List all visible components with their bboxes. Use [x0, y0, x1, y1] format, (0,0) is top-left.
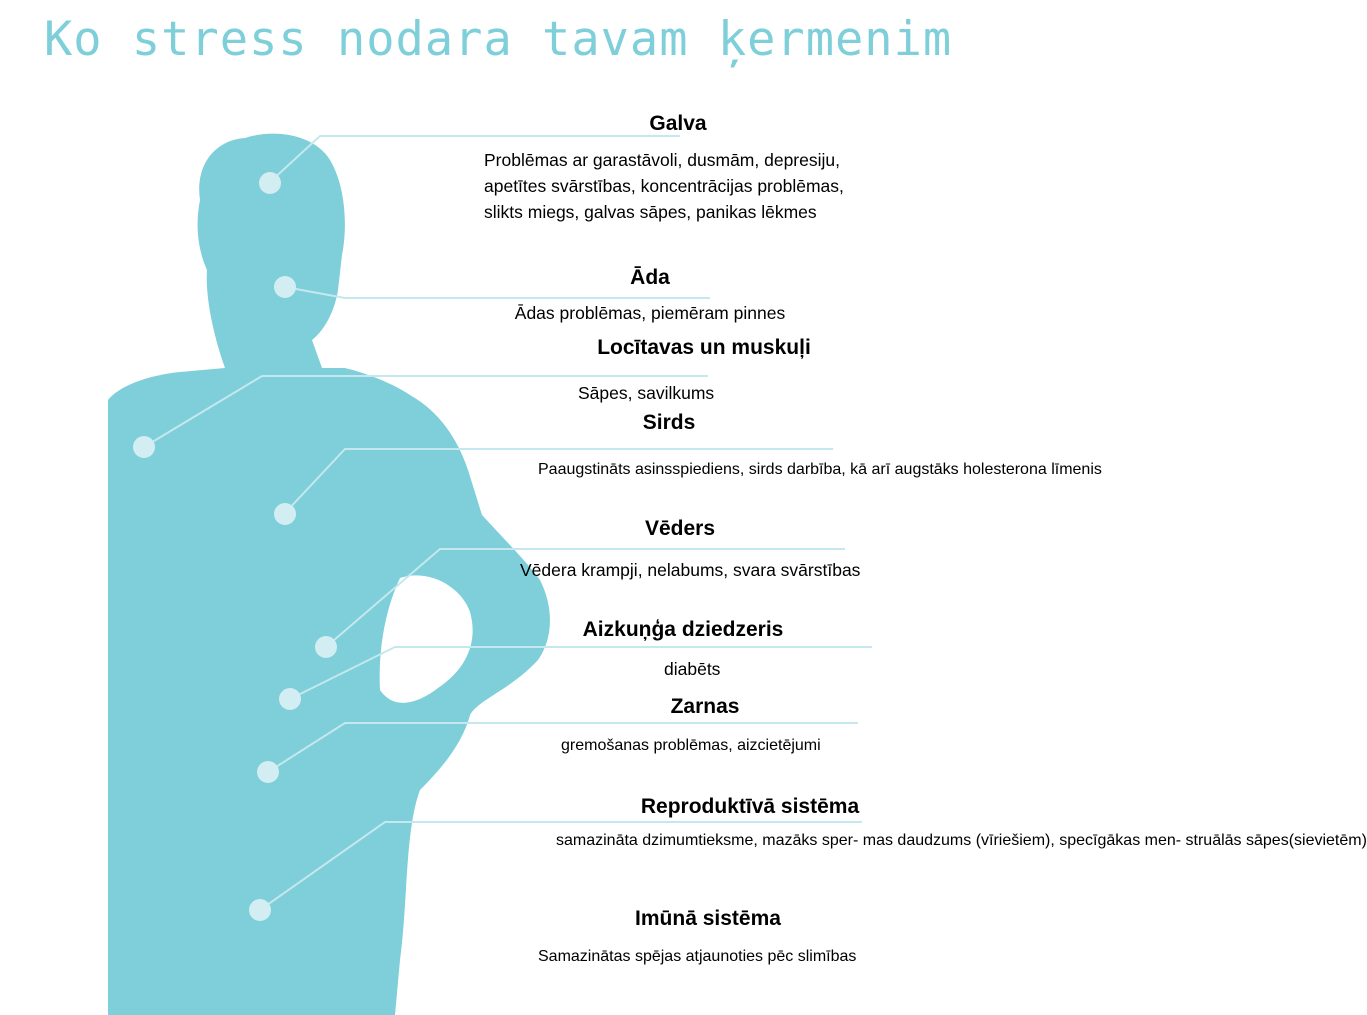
- marker-dot-galva: [259, 172, 281, 194]
- section-text: Ādas problēmas, piemēram pinnes: [514, 303, 786, 323]
- section-locitavas-un-muskuli: [544, 336, 864, 404]
- section-ada: [450, 266, 850, 324]
- marker-dot-locitavas: [133, 436, 155, 458]
- section-heading: Reproduktīvā sistēma: [640, 795, 860, 818]
- marker-dot-zarnas: [257, 761, 279, 783]
- section-heading: Imūnā sistēma: [635, 907, 781, 930]
- page-title: Ko stress nodara tavam ķermenim: [44, 12, 953, 67]
- marker-dot-sirds: [274, 503, 296, 525]
- sirds-text: Paaugstināts asinsspiediens, sirds darbība, kā arī augstāks holesterona līmenis: [538, 461, 1102, 478]
- section-heading: Aizkuņģa dziedzeris: [582, 618, 784, 641]
- section-reproduktiva-sistema: [600, 795, 900, 819]
- section-text: Problēmas ar garastāvoli, dusmām, depresiju, apetītes svārstības, koncentrācijas problēmas, slikts miegs, galvas sāpes, panikas lēkmes: [484, 150, 844, 222]
- reproduktiva-text: samazināta dzimumtieksme, mazāks sper- mas daudzums (vīriešiem), specīgākas men- struālās sāpes(sievietēm): [556, 832, 1367, 849]
- section-aizkunga-dziedzeris: [533, 618, 833, 680]
- marker-dot-veders: [315, 636, 337, 658]
- section-veders: [480, 517, 880, 581]
- section-text: Vēdera krampji, nelabums, svara svārstības: [520, 560, 861, 580]
- section-text: Sāpes, savilkums: [578, 383, 715, 403]
- section-imuna-sistema: [618, 907, 798, 931]
- section-text: diabēts: [664, 659, 721, 679]
- zarnas-text: gremošanas problēmas, aizcietējumi: [561, 737, 821, 754]
- section-heading: Sirds: [642, 411, 696, 434]
- section-heading: Āda: [630, 266, 670, 289]
- marker-dot-aizkunga: [279, 688, 301, 710]
- section-zarnas: [605, 695, 805, 719]
- section-heading: Locītavas un muskuļi: [597, 336, 811, 359]
- section-heading: Zarnas: [670, 695, 740, 718]
- section-galva: [478, 112, 878, 225]
- marker-dot-ada: [274, 276, 296, 298]
- section-heading: Vēders: [644, 517, 716, 540]
- marker-dot-reproduktiva: [249, 899, 271, 921]
- imuna-text: Samazinātas spējas atjaunoties pēc slimības: [538, 948, 857, 965]
- section-heading: Galva: [649, 112, 707, 135]
- section-sirds: [569, 411, 769, 435]
